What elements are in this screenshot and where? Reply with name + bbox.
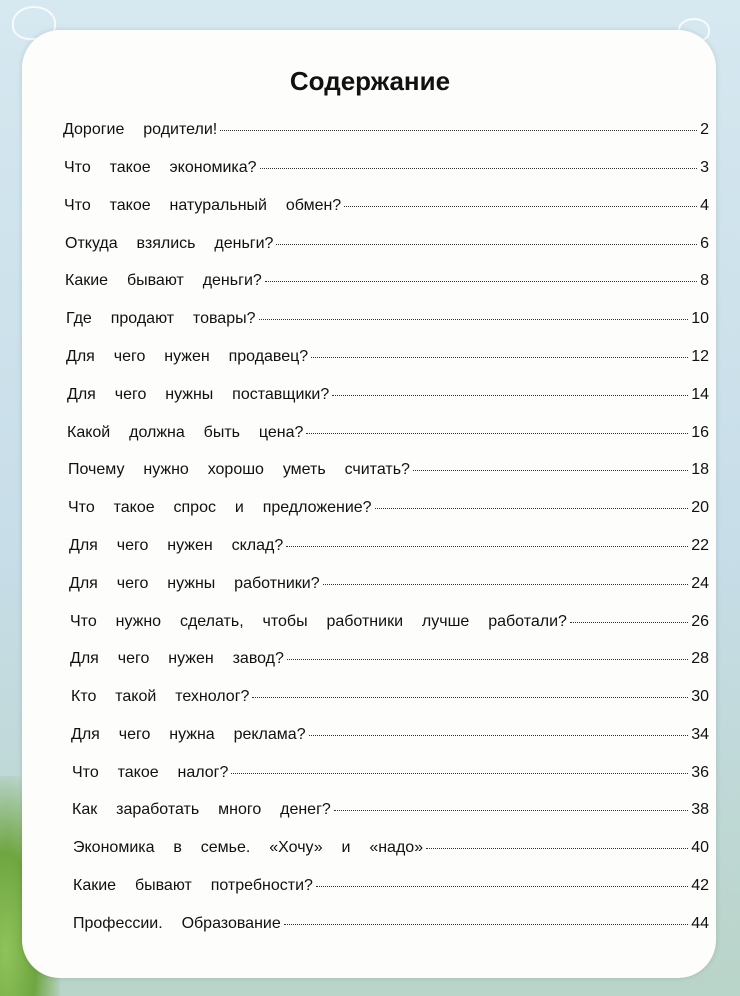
dot-leader: [259, 319, 689, 320]
dot-leader: [276, 244, 697, 245]
dot-leader: [316, 886, 688, 887]
toc-entry-title: Что такое экономика?: [64, 159, 257, 176]
toc-entry: [72, 801, 709, 819]
toc-entry: [67, 424, 709, 442]
toc-entry-page-number: 12: [691, 348, 709, 365]
toc-entry-page-number: 34: [691, 726, 709, 743]
toc-entry: [73, 877, 709, 895]
dot-leader: [287, 659, 688, 660]
dot-leader: [284, 924, 688, 925]
toc-entry: [69, 575, 709, 593]
toc-entry-page-number: 20: [691, 499, 709, 516]
toc-entry-title: Как заработать много денег?: [72, 801, 331, 818]
toc-entry: [73, 915, 709, 933]
dot-leader: [231, 773, 688, 774]
toc-entry-page-number: 44: [691, 915, 709, 932]
dot-leader: [323, 584, 689, 585]
toc-entry-page-number: 4: [700, 197, 709, 214]
toc-entry-title: Что такое налог?: [72, 764, 229, 781]
toc-entry: [65, 272, 709, 290]
toc-entry: [66, 310, 709, 328]
toc-entry: [65, 235, 709, 253]
toc-entry-page-number: 3: [700, 159, 709, 176]
dot-leader: [413, 470, 688, 471]
toc-entry-page-number: 18: [691, 461, 709, 478]
dot-leader: [311, 357, 688, 358]
toc-entry-page-number: 10: [691, 310, 709, 327]
toc-entry-page-number: 8: [700, 272, 709, 289]
toc-entry: [63, 121, 709, 139]
toc-entry-title: Дорогие родители!: [63, 121, 218, 138]
toc-entry-page-number: 28: [691, 650, 709, 667]
toc-entry: [66, 348, 709, 366]
toc-entry: [68, 499, 709, 517]
toc-entry: [70, 650, 709, 668]
dot-leader: [306, 433, 688, 434]
toc-entry-page-number: 14: [691, 386, 709, 403]
toc-entry: [69, 537, 709, 555]
toc-entry-page-number: 42: [691, 877, 709, 894]
dot-leader: [332, 395, 688, 396]
toc-entry: [64, 159, 709, 177]
toc-entry-title: Какие бывают деньги?: [65, 272, 262, 289]
toc-entry-title: Профессии. Образование: [73, 915, 281, 932]
toc-entry-title: Что такое натуральный обмен?: [64, 197, 342, 214]
toc-entry-title: Экономика в семье. «Хочу» и «надо»: [73, 839, 424, 856]
toc-entry-page-number: 24: [691, 575, 709, 592]
dot-leader: [570, 622, 688, 623]
toc-entry: [70, 613, 709, 631]
toc-entry-title: Что такое спрос и предложение?: [68, 499, 372, 516]
dot-leader: [220, 130, 697, 131]
toc-entry: [67, 386, 709, 404]
toc-entry-title: Откуда взялись деньги?: [65, 235, 274, 252]
toc-entry: [73, 839, 709, 857]
toc-entry-page-number: 30: [691, 688, 709, 705]
dot-leader: [252, 697, 688, 698]
toc-entry: [71, 726, 709, 744]
toc-entry-title: Что нужно сделать, чтобы работники лучше работали?: [70, 613, 567, 630]
toc-entry-page-number: 16: [691, 424, 709, 441]
dot-leader: [375, 508, 689, 509]
dot-leader: [265, 281, 697, 282]
toc-entry-title: Для чего нужны поставщики?: [67, 386, 330, 403]
toc-entry-title: Почему нужно хорошо уметь считать?: [68, 461, 410, 478]
toc-entry-page-number: 6: [700, 235, 709, 252]
page-title: Содержание: [289, 66, 451, 96]
dot-leader: [426, 848, 688, 849]
toc-entry-title: Какие бывают потребности?: [73, 877, 313, 894]
toc-entry: [64, 197, 709, 215]
toc-entry: [71, 688, 709, 706]
dot-leader: [344, 206, 697, 207]
toc-entry-page-number: 36: [691, 764, 709, 781]
toc-entry-title: Для чего нужен склад?: [69, 537, 284, 554]
toc-entry-title: Для чего нужен завод?: [70, 650, 284, 667]
toc-entry-page-number: 22: [691, 537, 709, 554]
toc-entry: [72, 764, 709, 782]
dot-leader: [260, 168, 698, 169]
toc-entry-title: Какой должна быть цена?: [67, 424, 304, 441]
toc-entry-page-number: 2: [700, 121, 709, 138]
toc-entry-page-number: 26: [691, 613, 709, 630]
toc-entry-title: Кто такой технолог?: [71, 688, 250, 705]
toc-entry-title: Для чего нужен продавец?: [66, 348, 309, 365]
toc-entry-title: Для чего нужна реклама?: [71, 726, 306, 743]
dot-leader: [309, 735, 689, 736]
toc-entry-title: Где продают товары?: [66, 310, 256, 327]
toc-entry-title: Для чего нужны работники?: [69, 575, 320, 592]
toc-entry: [68, 461, 709, 479]
toc-entry-page-number: 38: [691, 801, 709, 818]
dot-leader: [334, 810, 688, 811]
dot-leader: [286, 546, 688, 547]
toc-entry-page-number: 40: [691, 839, 709, 856]
